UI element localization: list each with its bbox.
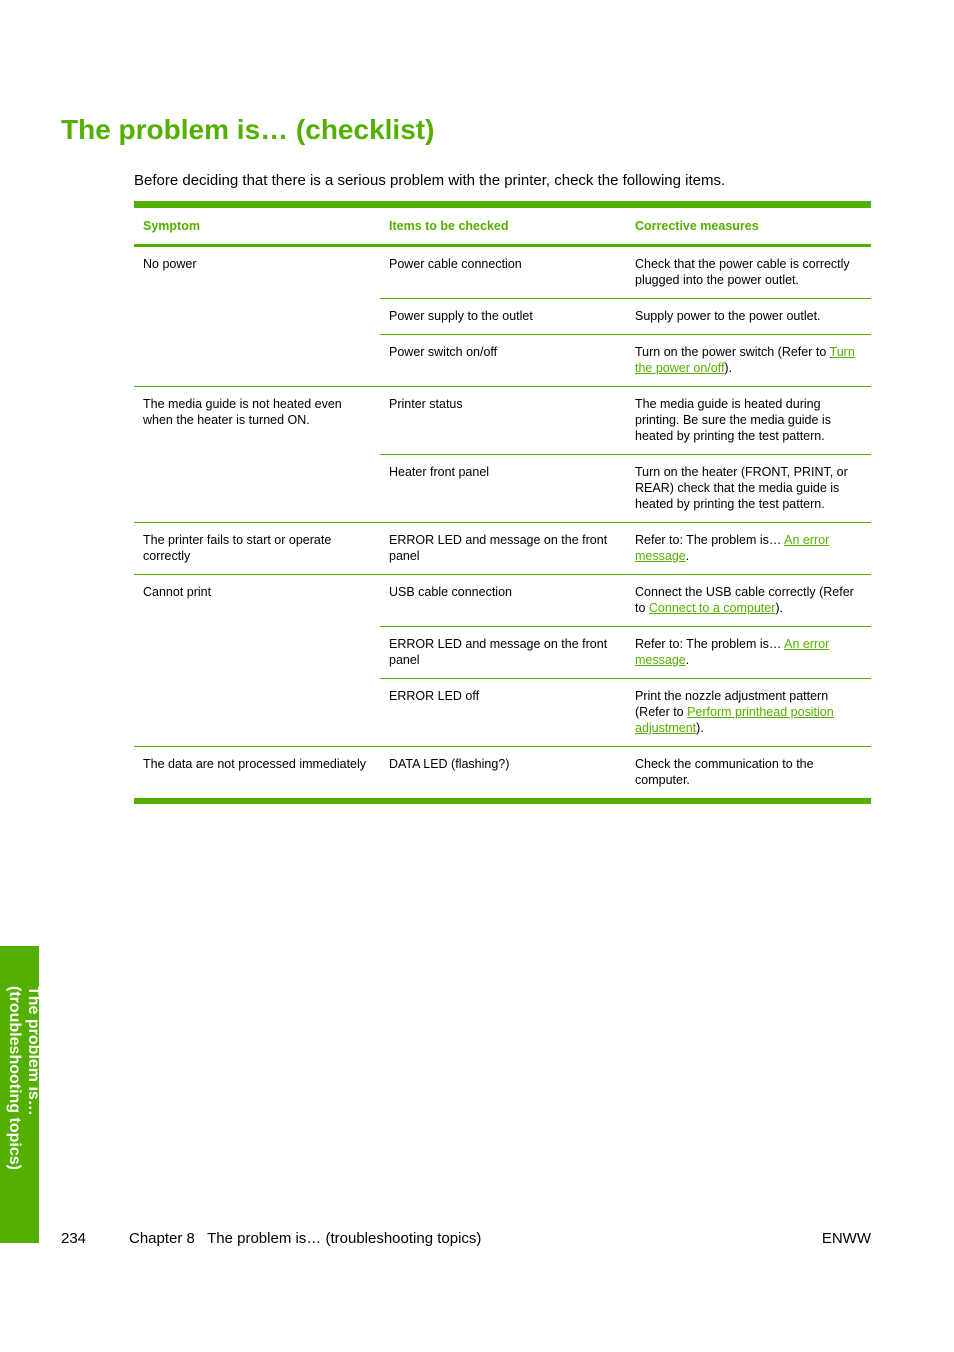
link-connect-computer[interactable]: Connect to a computer bbox=[648, 601, 776, 615]
fix-text: ). bbox=[724, 361, 733, 375]
link-error-message[interactable]: An error message bbox=[635, 637, 830, 667]
item-cell: ERROR LED and message on the front panel bbox=[380, 627, 626, 679]
item-cell: ERROR LED off bbox=[380, 679, 626, 747]
fix-text: Refer to: The problem is… bbox=[635, 637, 785, 651]
item-cell: Power cable connection bbox=[380, 246, 626, 299]
table-row bbox=[134, 246, 871, 299]
item-cell: USB cable connection bbox=[380, 575, 626, 627]
fix-cell bbox=[626, 627, 871, 679]
chapter-side-tab-label bbox=[3, 986, 43, 1206]
page-title: The problem is… (checklist) bbox=[61, 114, 435, 145]
item-cell: Power supply to the outlet bbox=[380, 299, 626, 335]
fix-cell bbox=[626, 679, 871, 747]
link-printhead-adjustment[interactable]: Perform printhead position adjustment bbox=[635, 705, 834, 735]
footer-chapter: Chapter 8 The problem is… (troubleshooting topics) bbox=[129, 1230, 482, 1247]
table-row bbox=[134, 747, 871, 802]
fix-text: . bbox=[685, 653, 690, 667]
fix-cell bbox=[626, 523, 871, 575]
fix-cell: Turn on the heater (FRONT, PRINT, or REAR) check that the media guide is heated by printing the test pattern. bbox=[626, 455, 871, 523]
fix-text: ). bbox=[775, 601, 784, 615]
fix-text: Connect the USB cable correctly (Refer to bbox=[635, 585, 854, 615]
fix-text: Turn on the power switch (Refer to bbox=[635, 345, 830, 359]
fix-cell: Check the communication to the computer. bbox=[626, 747, 871, 802]
table-row bbox=[134, 387, 871, 455]
fix-cell bbox=[626, 335, 871, 387]
table-header-row bbox=[134, 205, 871, 246]
header-items: Items to be checked bbox=[389, 218, 509, 233]
symptom-cell: The printer fails to start or operate correctly bbox=[134, 523, 380, 575]
item-cell: Power switch on/off bbox=[380, 335, 626, 387]
item-cell: Printer status bbox=[380, 387, 626, 455]
fix-cell: The media guide is heated during printing. Be sure the media guide is heated by printing the test pattern. bbox=[626, 387, 871, 455]
table-row bbox=[134, 523, 871, 575]
item-cell: DATA LED (flashing?) bbox=[380, 747, 626, 802]
fix-cell bbox=[626, 575, 871, 627]
item-cell: Heater front panel bbox=[380, 455, 626, 523]
fix-cell: Supply power to the power outlet. bbox=[626, 299, 871, 335]
header-measures: Corrective measures bbox=[635, 218, 759, 233]
table-row bbox=[134, 575, 871, 627]
link-error-message[interactable]: An error message bbox=[635, 533, 830, 563]
symptom-cell: The data are not processed immediately bbox=[134, 747, 380, 802]
checklist-table bbox=[134, 201, 871, 804]
fix-text: Refer to: The problem is… bbox=[635, 533, 785, 547]
fix-text: . bbox=[685, 549, 690, 563]
side-tab-line1: The problem is… bbox=[25, 986, 42, 1116]
fix-text: ). bbox=[696, 721, 704, 735]
symptom-cell: Cannot print bbox=[134, 575, 380, 747]
header-symptom: Symptom bbox=[143, 218, 200, 233]
intro-text: Before deciding that there is a serious problem with the printer, check the following items. bbox=[134, 172, 726, 189]
footer-code: ENWW bbox=[821, 1230, 871, 1247]
symptom-cell: No power bbox=[134, 246, 380, 387]
symptom-cell: The media guide is not heated even when the heater is turned ON. bbox=[134, 387, 380, 523]
item-cell: ERROR LED and message on the front panel bbox=[380, 523, 626, 575]
fix-text: Print the nozzle adjustment pattern (Refer to bbox=[635, 689, 829, 719]
footer-page-number: 234 bbox=[61, 1230, 87, 1247]
checklist-table-container bbox=[134, 201, 871, 804]
link-power-on-off[interactable]: Turn the power on/off bbox=[635, 345, 855, 375]
fix-cell: Check that the power cable is correctly plugged into the power outlet. bbox=[626, 246, 871, 299]
side-tab-line2: (troubleshooting topics) bbox=[6, 986, 23, 1170]
